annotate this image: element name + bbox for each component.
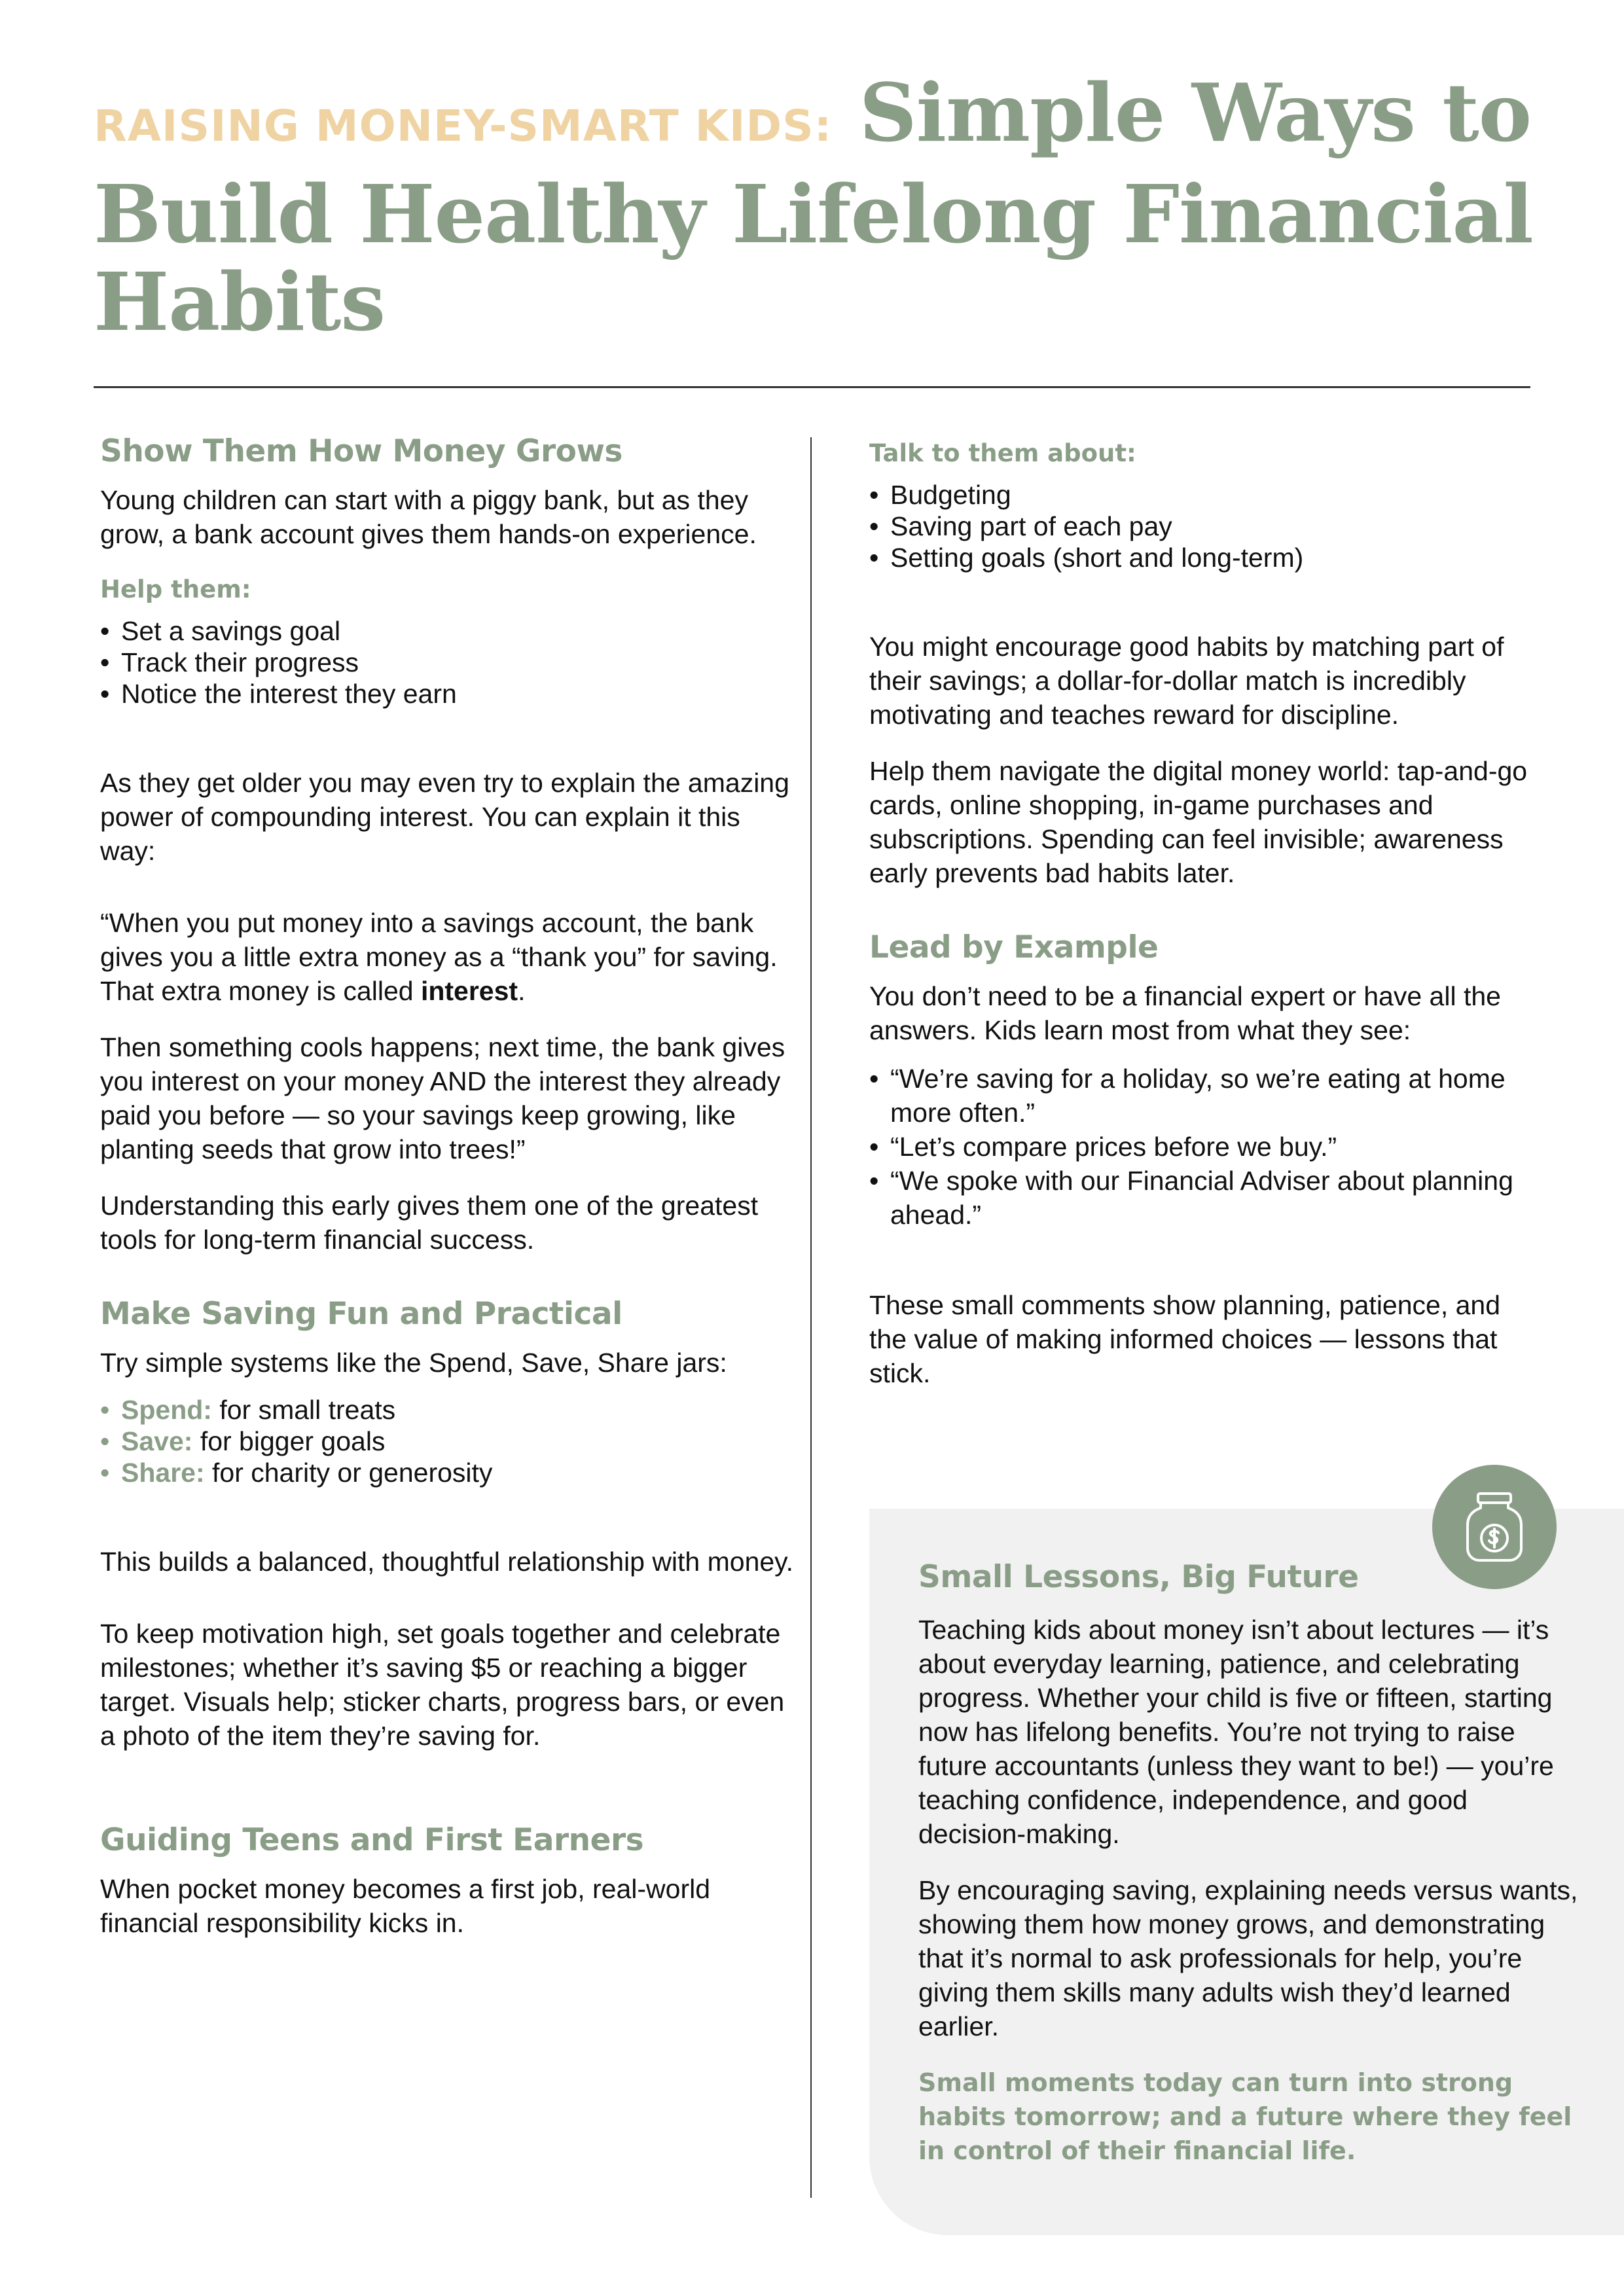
paragraph: When pocket money becomes a first job, real-world financial responsibility kicks in. [100,1874,711,1938]
list-item: • Budgeting [869,479,1537,511]
paragraph: You don’t need to be a financial expert or have all the answers. Kids learn most from what they see: [869,981,1501,1045]
paragraph: Young children can start with a piggy bank, but as they grow, a bank account gives them hands-on experience. [100,485,757,549]
title-main: Simple Ways to Build Healthy Lifelong Financial Habits [94,65,1533,349]
subheading: Help them: [100,575,251,603]
section-heading: Show Them How Money Grows [100,433,623,469]
list-term: Save: [121,1426,193,1456]
example-list [869,1062,1537,1232]
page-title [94,65,1534,349]
paragraph: Help them navigate the digital money world: tap-and-go cards, online shopping, in-game purchases and subscriptions. Spending can feel invisible; awareness early prevents bad habits later. [869,756,1528,888]
right-column [869,432,1537,1412]
quote-emphasis: interest [420,976,518,1006]
list-item: • “Let’s compare prices before we buy.” [869,1130,1537,1164]
header-divider [94,386,1530,388]
list-text: for charity or generosity [204,1458,493,1488]
quote-text: . [518,976,526,1006]
section-teens [100,1821,794,1940]
callout-heading: Small Lessons, Big Future [918,1559,1359,1595]
list-item [100,1457,794,1488]
callout-paragraph: By encouraging saving, explaining needs versus wants, showing them how money grows, and demonstrating that it’s normal to ask professionals for help, you’re giving them skills many adults wish they’d learned earlier. [918,1875,1578,2041]
quote-text: “When you put money into a savings account, the bank gives you a little extra money as a “thank you” for saving. That extra money is called [100,908,778,1006]
paragraph: You might encourage good habits by matching part of their savings; a dollar-for-dollar match is incredibly motivating and teaches reward for discipline. [869,632,1504,730]
list-item: • “We spoke with our Financial Adviser about planning ahead.” [869,1164,1537,1232]
list-item: • Set a savings goal [100,615,794,647]
bullet-list [100,615,794,709]
paragraph: To keep motivation high, set goals together and celebrate milestones; whether it’s saving $5 or reaching a bigger target. Visuals help; sticker charts, progress bars, or even a photo of the item they’re saving for. [100,1619,785,1751]
paragraph: Try simple systems like the Spend, Save, Share jars: [100,1348,727,1378]
callout-closing: Small moments today can turn into strong habits tomorrow; and a future where they feel in control of their financial life. [918,2068,1572,2165]
section-saving-fun [100,1295,794,1753]
left-column [100,432,794,1962]
list-text: for small treats [211,1395,396,1425]
column-divider [810,437,812,2198]
list-item: • Notice the interest they earn [100,678,794,709]
list-term: Spend: [121,1395,212,1425]
list-item: • Saving part of each pay [869,511,1537,542]
list-term: Share: [121,1458,205,1488]
quote-paragraph [100,906,794,1008]
list-item: • “We’re saving for a holiday, so we’re eating at home more often.” [869,1062,1537,1130]
paragraph: As they get older you may even try to explain the amazing power of compounding interest. You can explain it this way: [100,768,789,866]
section-heading: Lead by Example [869,929,1159,965]
list-text: for bigger goals [192,1426,386,1456]
subheading: Talk to them about: [869,439,1136,467]
list-item [100,1426,794,1457]
section-lead-by-example [869,928,1537,1390]
callout-content [918,1558,1579,2168]
bullet-list [869,479,1537,573]
section-heading: Guiding Teens and First Earners [100,1822,644,1858]
jar-list [100,1394,794,1488]
paragraph: Understanding this early gives them one of the greatest tools for long-term financial success. [100,1191,759,1255]
list-item: • Track their progress [100,647,794,678]
list-item: • Setting goals (short and long-term) [869,542,1537,573]
callout-box [869,1509,1624,2235]
callout-paragraph: Teaching kids about money isn’t about lectures — it’s about everyday learning, patience, and celebrating progress. Whether your child is five or fifteen, starting now has lifelong benefits. You’re not trying to raise future accountants (unless they want to be!) — you’re teaching confidence, independence, and good decision-making. [918,1615,1554,1849]
title-kicker: RAISING MONEY-SMART KIDS: [94,101,833,151]
section-money-grows [100,432,794,1257]
section-heading: Make Saving Fun and Practical [100,1296,623,1332]
section-talk-about [869,437,1537,890]
paragraph: These small comments show planning, patience, and the value of making informed choices — lessons that stick. [869,1290,1501,1388]
money-jar-icon [1432,1465,1557,1589]
quote-paragraph: Then something cools happens; next time, the bank gives you interest on your money AND the interest they already paid you before — so your savings keep growing, like planting seeds that grow into trees!” [100,1032,785,1164]
paragraph: This builds a balanced, thoughtful relationship with money. [100,1547,794,1577]
list-item [100,1394,794,1426]
